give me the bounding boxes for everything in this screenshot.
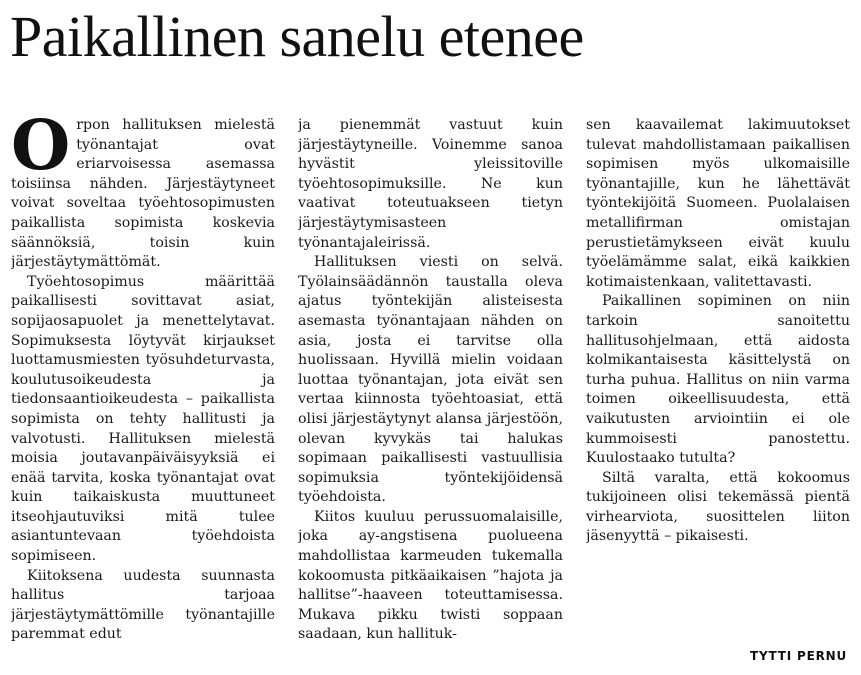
paragraph [11, 116, 275, 273]
paragraph: Siltä varalta, että kokoomus tukijoineen olisi tekemässä pientä virhearviota, suosittelen liiton jäsenyyttä – pikaisesti. [586, 469, 850, 545]
author-byline: TYTTI PERNU [750, 649, 847, 663]
article-column-2 [298, 116, 563, 675]
paragraph: Työehtosopimus määrittää paikallisesti sovittavat asiat, sopijaosapuolet ja menettelytavat. Sopimuksesta löytyvät kirjaukset luottamusmiesten työsuhdeturvasta, koulutusoikeudesta ja tiedonsaantioikeudesta – paikallista sopimista on tehty hallitusti ja valvotusti. Hallituksen mielestä moisia joutavanpäiväisyyksiä ei enää tarvita, koska työnantajat ovat kuin taikaiskusta muuttuneet itseohjautuviksi mitä tulee asiantuntevaan työehdoista sopimiseen. [11, 273, 275, 565]
paragraph: Kiitos kuuluu perussuomalaisille, joka ay-angstisena puolueena mahdollistaa karmeuden tukemalla kokoomusta pitkäaikaisen ”hajota ja hallitse”-haaveen toteuttamisessa. Mukava pikku twisti soppaan saadaan, kun hallituk- [298, 508, 563, 643]
article-column-1 [11, 116, 275, 675]
paragraph: Hallituksen viesti on selvä. Työlainsäädännön taustalla oleva ajatus työntekijän alisteisesta asemasta työnantajaan nähden on asia, josta ei tarvitse olla huolissaan. Hyvillä mielin voidaan luottaa työnantajan, jota eivät sen vertaa kiinnosta työehtoasiat, että olisi järjestäytynyt alansa järjestöön, olevan kyvykäs tai halukas sopimaan paikallisesti vastuullisia sopimuksia työntekijöidensä työehdoista. [298, 254, 563, 506]
paragraph: Kiitoksena uudesta suunnasta hallitus tarjoaa järjestäytymättömille työnantajille paremmat edut [11, 567, 275, 643]
paragraph: Paikallinen sopiminen on niin tarkoin sanoitettu hallitusohjelmaan, että aidosta kolmikantaisesta käsittelystä on turha puhua. Hallitus on niin varma toimen oikeellisuudesta, että vaikutusten arviointiin ei ole kummoisesti panostettu. Kuulostaako tutulta? [586, 293, 850, 467]
article-column-3 [586, 116, 850, 675]
paragraph-text: rpon hallituksen mielestä työnantajat ovat eriarvoisessa asemassa toisiinsa nähden. Järjestäytyneet voivat soveltaa työehtosopimusten paikallista sopimista koskevia säännöksiä, toisin kuin järjestäytymättömät. [11, 117, 275, 271]
drop-cap: O [11, 116, 71, 186]
paragraph: sen kaavailemat lakimuutokset tulevat mahdollistamaan paikallisen sopimisen myös ulkomaisille työnantajille, kun he lähettävät työntekijöitä Suomeen. Puolalaisen metallifirman omistajan perustietämykseen eivät kuulu työelämämme salat, eikä kaikkien kotimaistenkaan, valitettavasti. [586, 117, 850, 290]
headline: Paikallinen sanelu etenee [10, 4, 584, 69]
paragraph: ja pienemmät vastuut kuin järjestäytyneille. Voinemme sanoa hyvästit yleissitoville työehtosopimuksille. Ne kun vaativat toteutuakseen tietyn järjestäytymisasteen työnantajaleirissä. [298, 117, 563, 251]
